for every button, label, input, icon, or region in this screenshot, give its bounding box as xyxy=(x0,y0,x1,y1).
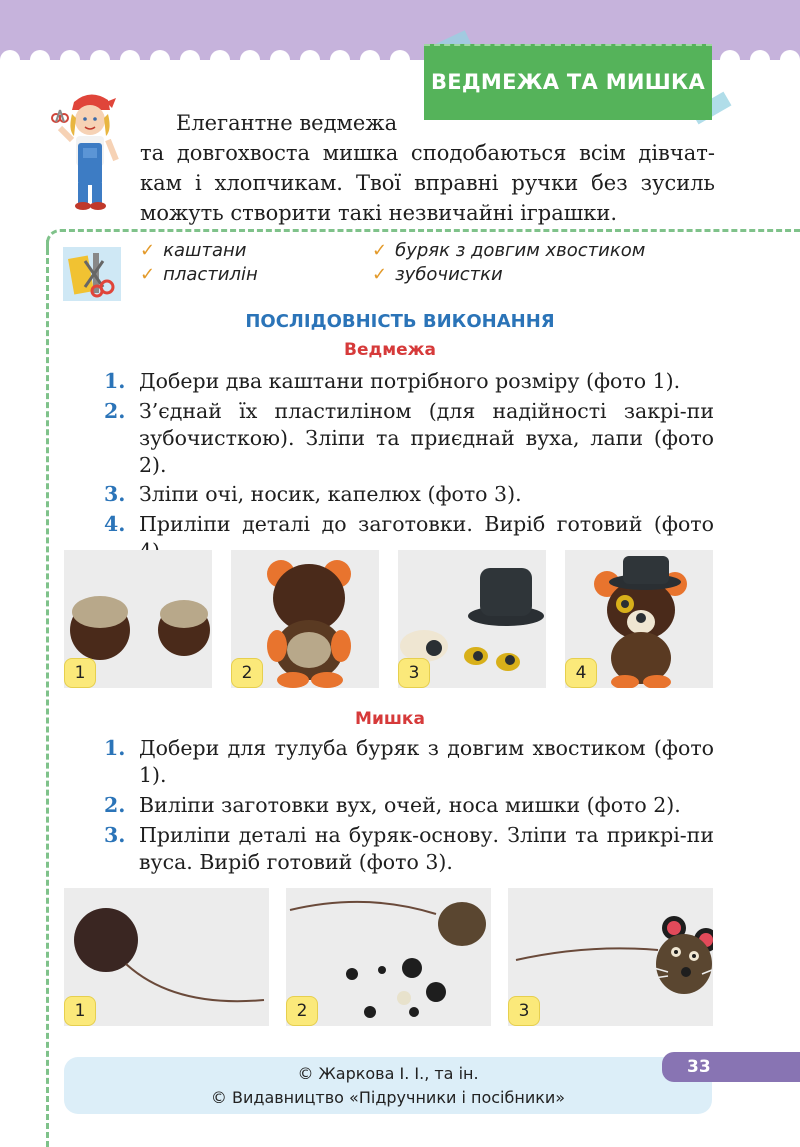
tools-icon xyxy=(63,247,121,301)
photo xyxy=(565,550,713,688)
intro-line1: Елегантне ведмежа xyxy=(176,111,398,135)
page-title: ВЕДМЕЖА ТА МИШКА xyxy=(430,70,706,94)
photo xyxy=(508,888,713,1026)
mouse-title: Мишка xyxy=(355,709,425,729)
mouse-step: 2. Виліпи заготовки вух, очей, носа мишки (фото 2). xyxy=(104,793,681,817)
photo-number-badge: 4 xyxy=(565,658,597,688)
bear-step: 2. З’єднай їх пластиліном (для надійності закрі-пи зубочисткою). Зліпи та приєднай вуха, лапи (фото 2). xyxy=(104,399,714,477)
copyright-author: © Жаркова І. І., та ін. xyxy=(297,1064,479,1083)
mouse-step: 1. Добери для тулуба буряк з довгим хвостиком (фото 1). xyxy=(104,736,714,787)
title-tab xyxy=(424,44,712,120)
material-item: ✓ пластилін xyxy=(140,264,258,285)
bear-step: 3. Зліпи очі, носик, капелюх (фото 3). xyxy=(104,482,522,506)
girl-with-scissors-icon xyxy=(50,88,130,213)
material-item: ✓ буряк з довгим хвостиком xyxy=(372,240,646,261)
photo-number-badge: 1 xyxy=(64,658,96,688)
bear-title: Ведмежа xyxy=(343,340,437,360)
page-number: 33 xyxy=(662,1052,800,1082)
mouse-step: 3. Приліпи деталі на буряк-основу. Зліпи та прикрі-пи вуса. Виріб готовий (фото 3). xyxy=(104,823,714,874)
photo xyxy=(231,550,379,688)
bear-step: 4. Приліпи деталі до заготовки. Виріб готовий (фото xyxy=(104,512,714,536)
photo-number-badge: 3 xyxy=(508,996,540,1026)
photo xyxy=(64,888,269,1026)
photo xyxy=(64,550,212,688)
photo-number-badge: 3 xyxy=(398,658,430,688)
photo xyxy=(398,550,546,688)
intro-body: та довгохвоста мишка сподобаються всім дівчат-кам і хлопчикам. Твої вправні ручки без зусиль можуть створити такі незвичайні іграшки. xyxy=(140,141,715,225)
photo-number-badge: 2 xyxy=(231,658,263,688)
copyright-publisher: © Видавництво «Підручники і посібники» xyxy=(210,1088,566,1107)
frame-border xyxy=(60,229,800,232)
photo-number-badge: 2 xyxy=(286,996,318,1026)
footer-box xyxy=(64,1057,712,1114)
material-item: ✓ каштани xyxy=(140,240,247,261)
bear-step: 1. Добери два каштани потрібного розміру (фото 1). xyxy=(104,369,681,393)
photo xyxy=(286,888,491,1026)
material-item: ✓ зубочистки xyxy=(372,264,503,285)
photo-number-badge: 1 xyxy=(64,996,96,1026)
sequence-title: ПОСЛІДОВНІСТЬ ВИКОНАННЯ xyxy=(245,311,555,332)
frame-border xyxy=(46,240,49,1147)
